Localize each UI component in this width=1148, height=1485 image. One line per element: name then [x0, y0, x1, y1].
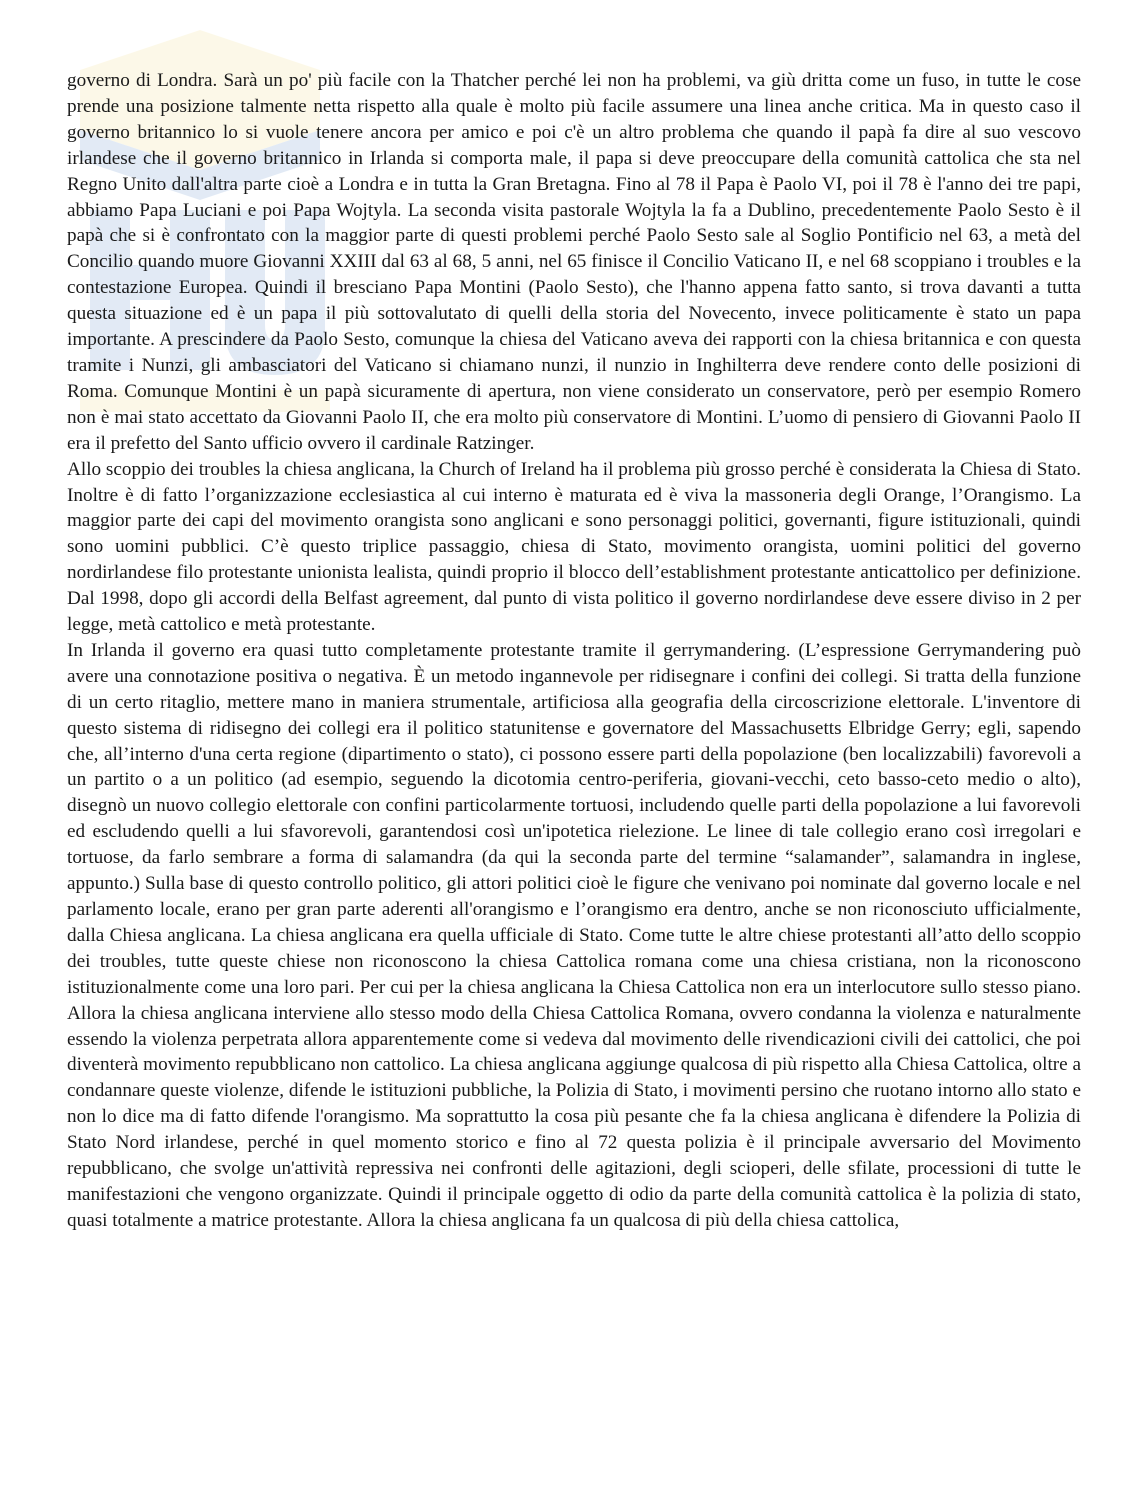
paragraph-2: Allo scoppio dei troubles la chiesa anglicana, la Church of Ireland ha il problema più grosso perché è considerata la Chiesa di Stato. Inoltre è di fatto l’organizzazione ecclesiastica al cui interno è maturata ed è viva la massoneria degli Orange, l’Orangismo. La maggior parte dei capi del movimento orangista sono anglicani e sono personaggi politici, governanti, figure istituzionali, quindi sono uomini pubblici. C’è questo triplice passaggio, chiesa di Stato, movimento orangista, uomini politici del governo nordirlandese filo protestante unionista lealista, quindi proprio il blocco dell’establishment protestante anticattolico per definizione. Dal 1998, dopo gli accordi della Belfast agreement, dal punto di vista politico il governo nordirlandese deve essere diviso in 2 per legge, metà cattolico e metà protestante. — [67, 458, 1081, 636]
document-body — [67, 68, 1081, 1234]
paragraph-3: In Irlanda il governo era quasi tutto completamente protestante tramite il gerrymandering. (L’espressione Gerrymandering può avere una connotazione positiva o negativa. È un metodo ingannevole per ridisegnare i confini dei collegi. Si tratta della funzione di un certo ritaglio, mettere mano in maniera strumentale, artificiosa alla geografia della circoscrizione elettorale. L'inventore di questo sistema di ridisegno dei collegi era il politico statunitense e governatore del Massachusetts Elbridge Gerry; egli, sapendo che, all’interno d'una certa regione (dipartimento o stato), ci possono essere parti della popolazione (ben localizzabili) favorevoli a un partito o a un politico (ad esempio, seguendo la dicotomia centro-periferia, giovani-vecchi, ceto basso-ceto medio o alto), disegnò un nuovo collegio elettorale con confini particolarmente tortuosi, includendo quelle parti della popolazione a lui favorevoli ed escludendo quelli a lui sfavorevoli, garantendosi così un'ipotetica rielezione. Le linee di tale collegio erano così irregolari e tortuose, da farlo sembrare a forma di salamandra (da qui la seconda parte del termine “salamander”, salamandra in inglese, appunto.) Sulla base di questo controllo politico, gli attori politici cioè le figure che venivano poi nominate dal governo locale e nel parlamento locale, erano per gran parte aderenti all'orangismo e l’orangismo era dentro, anche se non riconosciuto ufficialmente, dalla Chiesa anglicana. La chiesa anglicana era quella ufficiale di Stato. Come tutte le altre chiese protestanti all’atto dello scoppio dei troubles, tutte queste chiese non riconoscono la chiesa Cattolica romana come una chiesa cristiana, non la riconoscono istituzionalmente come una loro pari. Per cui per la chiesa anglicana la Chiesa Cattolica non era un interlocutore sullo stesso piano. Allora la chiesa anglicana interviene allo stesso modo della Chiesa Cattolica Romana, ovvero condanna la violenza e naturalmente essendo la violenza perpetrata allora apparentemente come si vedeva dal movimento delle rivendicazioni civili dei cattolici, che poi diventerà movimento repubblicano non cattolico. La chiesa anglicana aggiunge qualcosa di più rispetto alla Chiesa Cattolica, oltre a condannare queste violenze, difende le istituzioni pubbliche, la Polizia di Stato, i movimenti persino che ruotano intorno allo stato e non lo dice ma di fatto difende l'orangismo. Ma soprattutto la cosa più pesante che fa la chiesa anglicana è difendere la Polizia di Stato Nord irlandese, perché in quel momento storico e fino al 72 questa polizia è il principale avversario del Movimento repubblicano, che svolge un'attività repressiva nei confronti delle agitazioni, degli scioperi, delle sfilate, processioni di tutte le manifestazioni che vengono organizzate. Quindi il principale oggetto di odio da parte della comunità cattolica è la polizia di stato, quasi totalmente a matrice protestante. Allora la chiesa anglicana fa un qualcosa di più della chiesa cattolica, — [67, 639, 1081, 1231]
paragraph-1: governo di Londra. Sarà un po' più facile con la Thatcher perché lei non ha problemi, va giù dritta come un fuso, in tutte le cose prende una posizione talmente netta rispetto alla quale è molto più facile assumere una linea anche critica. Ma in questo caso il governo britannico lo si vuole tenere ancora per amico e poi c'è un altro problema che quando il papà fa dire al suo vescovo irlandese che il governo britannico in Irlanda si comporta male, il papa si deve preoccupare della comunità cattolica che sta nel Regno Unito dall'altra parte cioè a Londra e in tutta la Gran Bretagna. Fino al 78 il Papa è Paolo VI, poi il 78 è l'anno dei tre papi, abbiamo Papa Luciani e poi Papa Wojtyla. La seconda visita pastorale Wojtyla la fa a Dublino, precedentemente Paolo Sesto è il papà che si è confrontato con la maggior parte di questi problemi perché Paolo Sesto sale al Soglio Pontificio nel 63, a metà del Concilio quando muore Giovanni XXIII dal 63 al 68, 5 anni, nel 65 finisce il Concilio Vaticano II, e nel 68 scoppiano i troubles e la contestazione Europea. Quindi il bresciano Papa Montini (Paolo Sesto), che l'hanno appena fatto santo, si trova davanti a tutta questa situazione ed è un papa il più sottovalutato di quelli della storia del Novecento, invece politicamente è stato un papa importante. A prescindere da Paolo Sesto, comunque la chiesa del Vaticano aveva dei rapporti con la chiesa britannica e con questa tramite i Nunzi, gli ambasciatori del Vaticano si chiamano nunzi, il nunzio in Inghilterra deve rendere conto delle posizioni di Roma. Comunque Montini è un papà sicuramente di apertura, non viene considerato un conservatore, però per esempio Romero non è mai stato accettato da Giovanni Paolo II, che era molto più conservatore di Montini. L’uomo di pensiero di Giovanni Paolo II era il prefetto del Santo ufficio ovvero il cardinale Ratzinger. — [67, 70, 1081, 454]
